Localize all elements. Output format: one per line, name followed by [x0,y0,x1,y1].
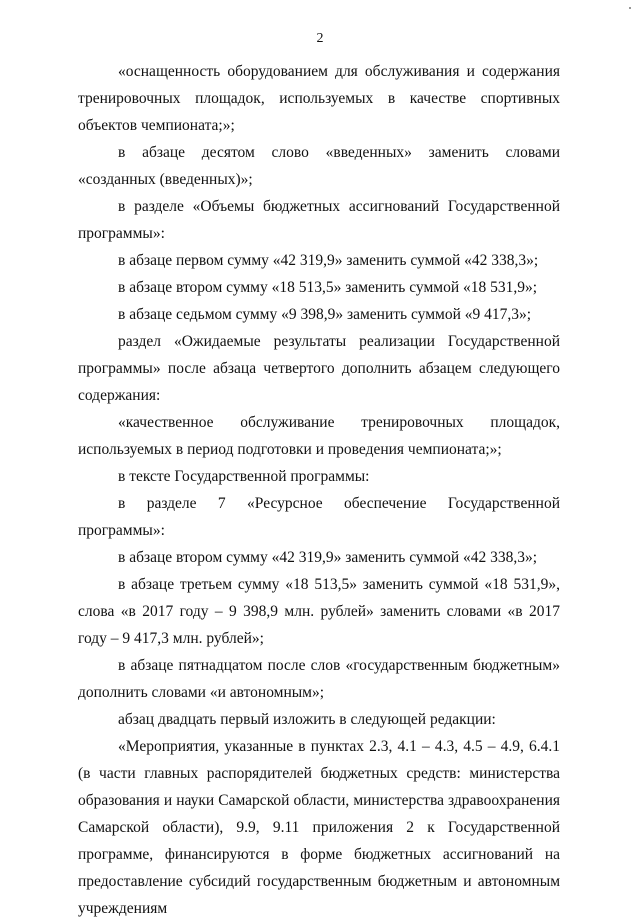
paragraph-8: «качественное обслуживание тренировочных площадок, используемых в период подготовки и проведения чемпионата;»; [78,414,560,458]
paragraph-14: абзац двадцать первый изложить в следующей редакции: [118,711,496,728]
paragraph-5: в абзаце втором сумму «18 513,5» заменить суммой «18 531,9»; [118,279,538,296]
paragraph-6: в абзаце седьмом сумму «9 398,9» заменить суммой «9 417,3»; [118,306,532,323]
paragraph-12: в абзаце третьем сумму «18 513,5» заменить суммой «18 531,9», слова «в 2017 году – 9 398,9 млн. рублей» заменить словами «в 2017 году – 9 417,3 млн. рублей»; [78,576,560,647]
paragraph-13: в абзаце пятнадцатом после слов «государственным бюджетным» дополнить словами «и автономным»; [78,657,560,701]
paragraph-7: раздел «Ожидаемые результаты реализации Государственной программы» после абзаца четвертого дополнить абзацем следующего содержания: [78,333,560,404]
scan-artifact [629,7,631,9]
paragraph-15: «Мероприятия, указанные в пунктах 2.3, 4.1 – 4.3, 4.5 – 4.9, 6.4.1 (в части главных распорядителей бюджетных средств: министерства образования и науки Самарской области, министерства здравоохранения Самарской области), 9.9, 9.11 приложения 2 к Государственной программе, финансируются в форме бюджетных ассигнований на предоставление субсидий государственным бюджетным и автономным учреждениям [78,738,560,917]
paragraph-2: в абзаце десятом слово «введенных» заменить словами «созданных (введенных)»; [78,144,560,188]
paragraph-9: в тексте Государственной программы: [118,468,370,485]
paragraph-4: в абзаце первом сумму «42 319,9» заменить суммой «42 338,3»; [118,252,539,269]
document-body [78,58,560,922]
paragraph-10: в разделе 7 «Ресурсное обеспечение Государственной программы»: [78,495,560,539]
page-number: 2 [316,31,324,46]
paragraph-1: «оснащенность оборудованием для обслуживания и содержания тренировочных площадок, используемых в качестве спортивных объектов чемпионата;»; [78,63,560,134]
paragraph-11: в абзаце втором сумму «42 319,9» заменить суммой «42 338,3»; [118,549,538,566]
paragraph-3: в разделе «Объемы бюджетных ассигнований Государственной программы»: [78,198,560,242]
